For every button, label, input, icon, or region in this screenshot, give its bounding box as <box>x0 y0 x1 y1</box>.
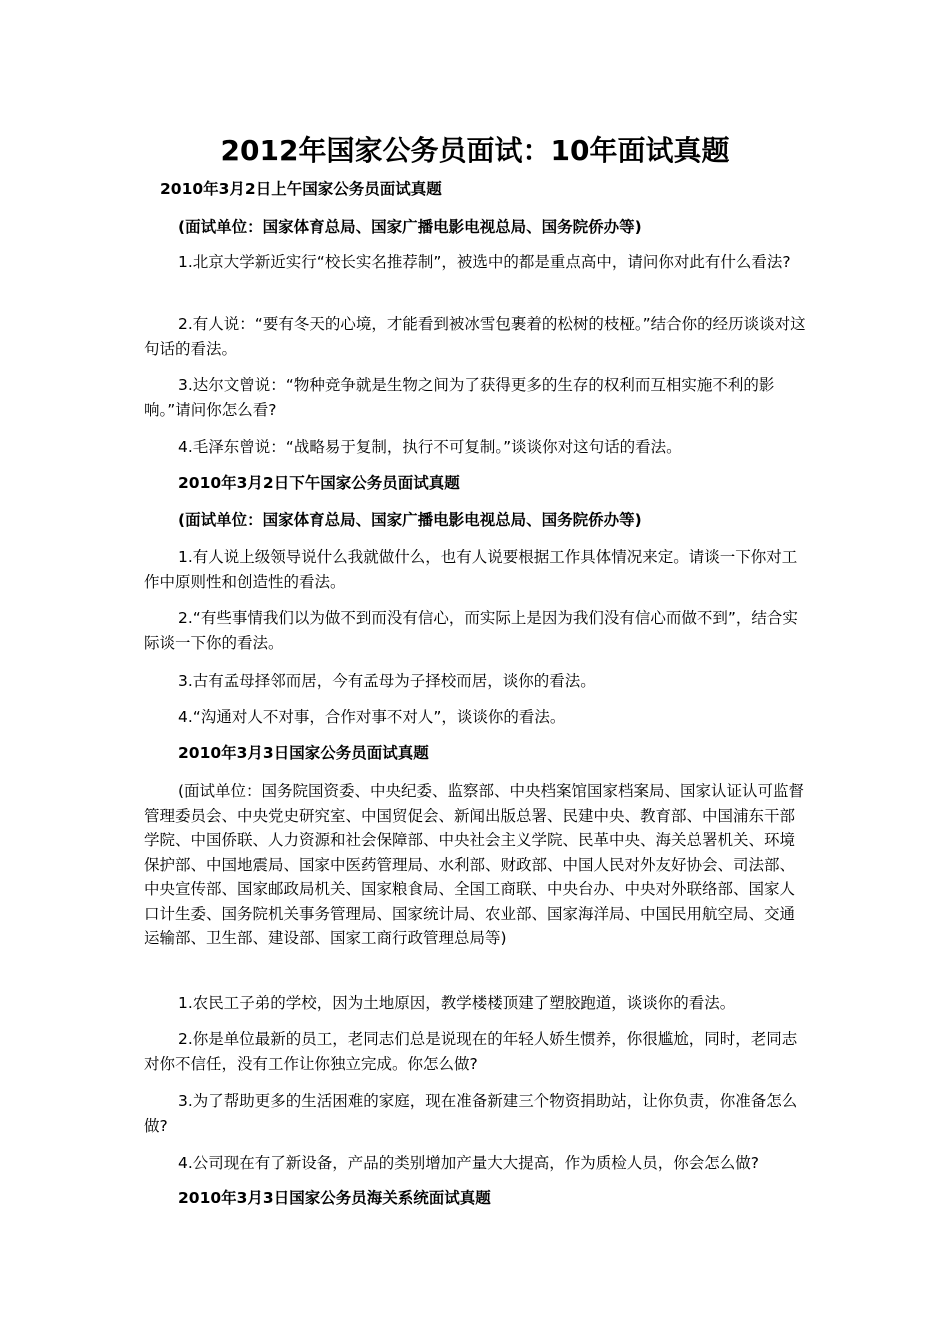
section-3-question-4: 4.公司现在有了新设备，产品的类别增加产量大大提高，作为质检人员，你会怎么做? <box>178 1154 760 1172</box>
section-4-heading: 2010年3月3日国家公务员海关系统面试真题 <box>178 1189 491 1207</box>
section-3-question-1: 1.农民工子弟的学校，因为土地原因，教学楼楼顶建了塑胶跑道，谈谈你的看法。 <box>178 994 736 1012</box>
section-1-question-4: 4.毛泽东曾说：“战略易于复制，执行不可复制。”谈谈你对这句话的看法。 <box>178 438 682 456</box>
section-3-units: (面试单位：国务院国资委、中央纪委、监察部、中央档案馆国家档案局、国家认证认可监督管理委员会、中央党史研究室、中国贸促会、新闻出版总署、民建中央、教育部、中国浦东干部学院、中国侨联、人力资源和社会保障部、中央社会主义学院、民革中央、海关总署机关、环境保护部、中国地震局、国家中医药管理局、水利部、财政部、中国人民对外友好协会、司法部、中央宣传部、国家邮政局机关、国家粮食局、全国工商联、中央台办、中央对外联络部、国家人口计生委、国务院机关事务管理局、国家统计局、农业部、国家海洋局、中国民用航空局、交通运输部、卫生部、建设部、国家工商行政管理总局等) <box>144 782 805 947</box>
section-1-question-3: 3.达尔文曾说：“物种竞争就是生物之间为了获得更多的生存的权利而互相实施不利的影响。”请问你怎么看? <box>144 376 775 419</box>
section-1-units: (面试单位：国家体育总局、国家广播电影电视总局、国务院侨办等) <box>178 218 642 236</box>
page-title: 2012年国家公务员面试：10年面试真题 <box>220 134 730 167</box>
section-2-question-2: 2.“有些事情我们以为做不到而没有信心，而实际上是因为我们没有信心而做不到”，结合实际谈一下你的看法。 <box>144 609 798 652</box>
section-3-question-2: 2.你是单位最新的员工，老同志们总是说现在的年轻人娇生惯养，你很尴尬，同时，老同志对你不信任，没有工作让你独立完成。你怎么做? <box>144 1030 798 1073</box>
section-1-question-1: 1.北京大学新近实行“校长实名推荐制”，被选中的都是重点高中，请问你对此有什么看法? <box>178 253 791 271</box>
section-2-question-3: 3.古有孟母择邻而居，今有孟母为子择校而居，谈你的看法。 <box>178 672 596 690</box>
section-3-question-3: 3.为了帮助更多的生活困难的家庭，现在准备新建三个物资捐助站，让你负责，你准备怎么做? <box>144 1092 798 1135</box>
section-2-question-1: 1.有人说上级领导说什么我就做什么，也有人说要根据工作具体情况来定。请谈一下你对工作中原则性和创造性的看法。 <box>144 548 798 591</box>
section-1-question-2: 2.有人说：“要有冬天的心境，才能看到被冰雪包裹着的松树的枝桠。”结合你的经历谈谈对这句话的看法。 <box>144 315 806 358</box>
section-2-heading: 2010年3月2日下午国家公务员面试真题 <box>178 474 460 492</box>
section-3-heading: 2010年3月3日国家公务员面试真题 <box>178 744 429 762</box>
section-1-heading: 2010年3月2日上午国家公务员面试真题 <box>160 180 442 198</box>
section-2-question-4: 4.“沟通对人不对事，合作对事不对人”，谈谈你的看法。 <box>178 708 566 726</box>
section-2-units: (面试单位：国家体育总局、国家广播电影电视总局、国务院侨办等) <box>178 511 642 529</box>
